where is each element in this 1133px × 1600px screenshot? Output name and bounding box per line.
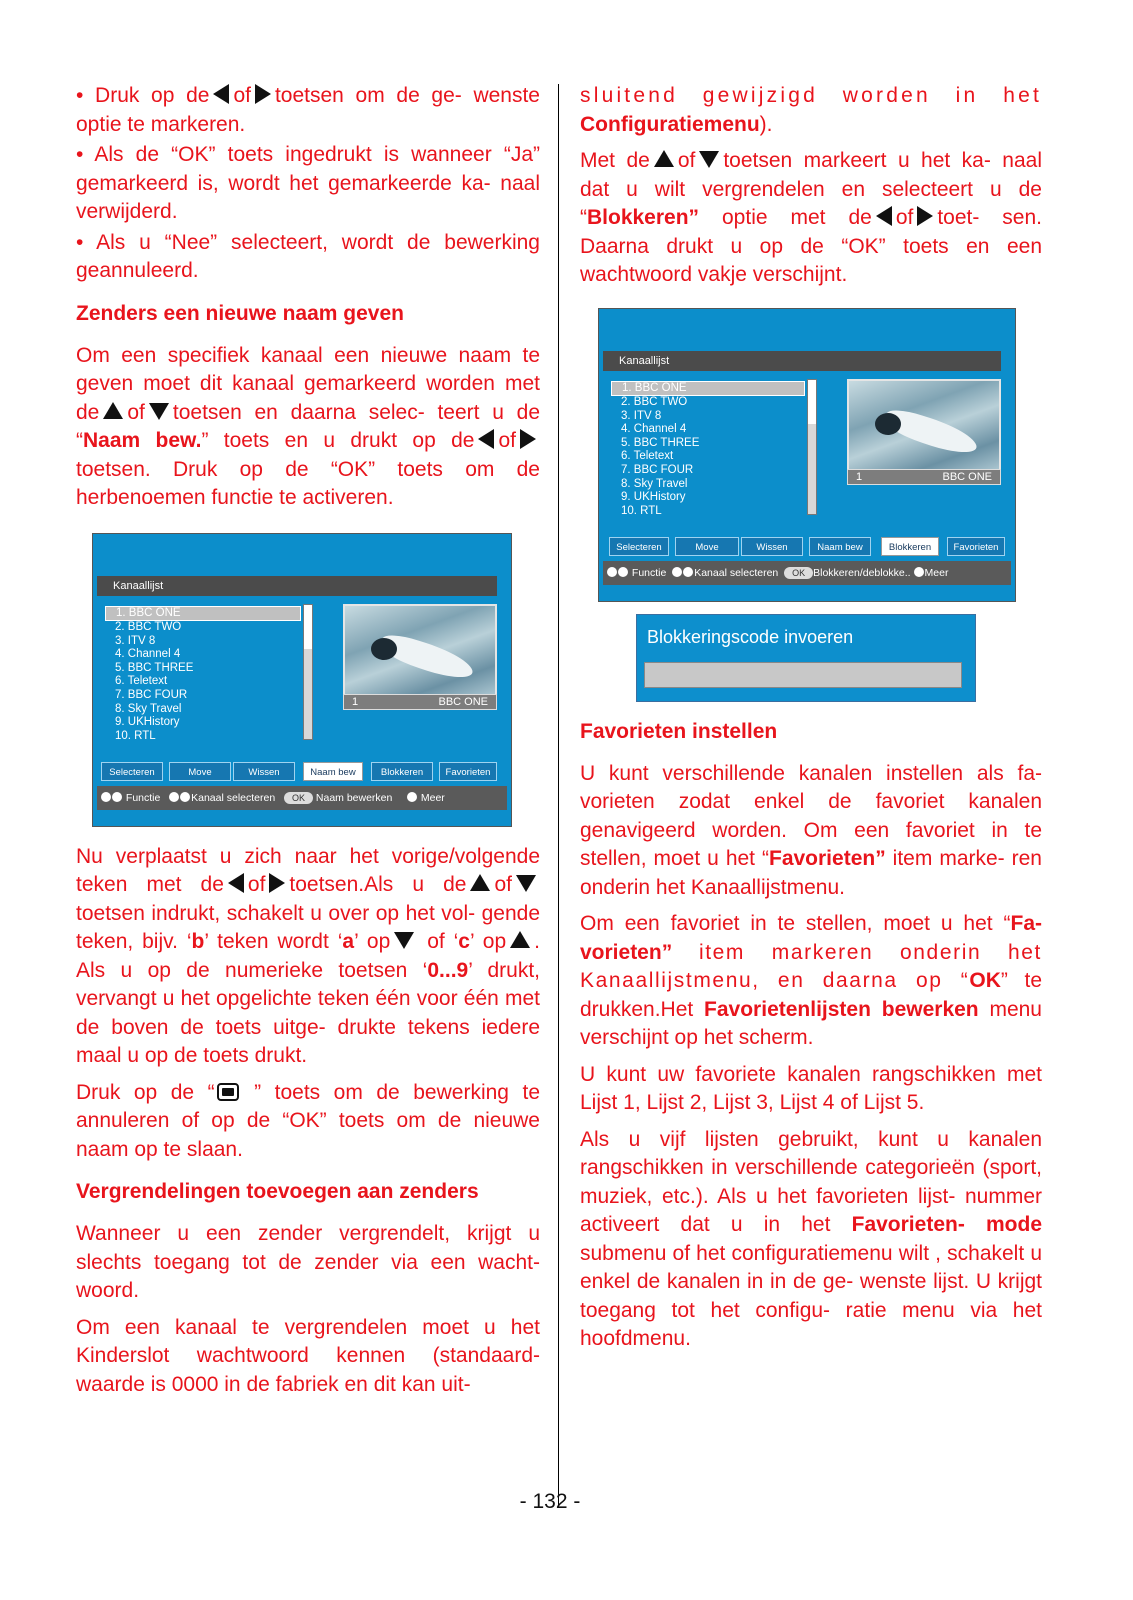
channel-scrollbar[interactable] [303,604,313,740]
right-arrow-icon [255,84,271,104]
down-arrow-icon [699,151,719,168]
channel-item[interactable]: 3. ITV 8 [115,634,156,647]
column-divider [558,84,559,1508]
up-arrow-icon [654,150,674,167]
up-arrow-icon [510,931,530,948]
channel-item[interactable]: 4. Channel 4 [621,423,687,436]
heading-lock: Vergrendelingen toevoegen aan zenders [76,1180,479,1203]
channel-item[interactable]: 4. Channel 4 [115,648,181,661]
channel-item[interactable]: 2. BBC TWO [621,396,688,409]
up-arrow-icon [103,402,123,419]
delete-button[interactable]: Wissen [741,537,803,556]
up-arrow-icon [470,874,490,891]
rename-paragraph: Om een specifiek kanaal een nieuwe naam te geven moet dit kanaal gemarkeerd worden met de of toetsen en daarna selec- teert u de “Naam bew.” toets en u drukt op de oftoetsen. Druk op de “OK” toets om de herbenoemen functie te activeren. [76,343,540,509]
config-paragraph: sluitend gewijzigd worden in het Configuratiemenu). [580,84,1042,136]
right-arrow-icon [917,206,933,226]
channel-item[interactable]: 7. BBC FOUR [115,689,188,702]
channel-item[interactable]: 9. UKHistory [115,716,180,729]
info-icon [407,792,417,802]
left-arrow-icon [876,206,892,226]
favorites-paragraph-1: U kunt verschillende kanalen instellen als fa- vorieten zodat enkel de favoriet kanalen genavigeerd worden. Om een favoriet in te stellen, moet u het “Favorieten” item marke- ren onderin het Kanaallijstmenu. [580,761,1042,899]
left-arrow-icon [213,84,229,104]
lock-code-title: Blokkeringscode invoeren [647,626,854,647]
right-key-icon [112,792,122,802]
down-key-icon [672,567,682,577]
right-key-icon [618,567,628,577]
select-button[interactable]: Selecteren [101,762,163,781]
favorites-button[interactable]: Favorieten [439,762,497,781]
down-arrow-icon [516,875,536,892]
lock-code-dialog [636,614,976,702]
info-icon [914,567,924,577]
lock-select-paragraph: Met de of toetsen markeert u het ka- naal dat u wilt vergrendelen en selecteert u de “Blokkeren” optie met de of toet- sen. Daarna drukt u op de “OK” toets en een wachtwoord vakje verschijnt. [580,149,1042,286]
channel-preview-image [343,604,497,696]
channel-list-title: Kanaallijst [97,576,497,596]
up-key-icon [683,567,693,577]
bullet-1: • Druk op de of toetsen om de ge- wenste optie te markeren. [76,84,540,136]
lock-code-input[interactable] [644,662,962,688]
lock-password-paragraph: Om een kanaal te vergrendelen moet u het Kinderslot wachtwoord kennen (standaard- waarde is 0000 in de fabriek en dit kan uit- [76,1315,540,1396]
left-key-icon [607,567,617,577]
help-bar: Functie Kanaal selecteren OK Naam bewerken Meer [97,786,507,810]
channel-item[interactable]: 10. RTL [115,729,156,742]
delete-button[interactable]: Wissen [233,762,295,781]
bullet-2: • Als de “OK” toets ingedrukt is wanneer “Ja” gemarkeerd is, wordt het gemarkeerde ka- naal verwijderd. [76,143,540,223]
left-arrow-icon [228,873,244,893]
channel-preview-image [847,379,1001,471]
favorites-paragraph-4: Als u vijf lijsten gebruikt, kunt u kanalen rangschikken in verschillende categorieën (sport, muziek, etc.). Als u het favorieten lijst- nummer activeert dat u in het Favorieten- mode submenu of het configuratiemenu wilt , schakelt u enkel de kanalen in in de ge- wenste lijst. U krijgt toegang tot het configu- ratie menu via het hoofdmenu. [580,1127,1042,1350]
channel-item[interactable]: 5. BBC THREE [621,436,700,449]
channel-list-screen-lock [598,308,1016,602]
select-button[interactable]: Selecteren [609,537,669,556]
cursor-paragraph: Nu verplaatst u zich naar het vorige/volgende teken met de of toetsen.Als u de of toetsen indrukt, schakelt u over op het vol- gende teken, bijv. ‘b’ teken wordt ‘a’ op of ‘c’ op . Als u op de numerieke toetsen ‘0...9’ drukt, vervangt u het opgelichte teken één voor één met de boven de toets uitge- drukte tekens iedere maal u op de toets drukt. [76,844,540,1067]
channel-item[interactable]: 8. Sky Travel [621,477,688,490]
lock-button[interactable]: Blokkeren [371,762,433,781]
channel-item[interactable]: 7. BBC FOUR [621,464,694,477]
channel-item[interactable]: 2. BBC TWO [115,621,182,634]
favorites-paragraph-2: Om een favoriet in te stellen, moet u het “Fa- vorieten” item markeren onderin het Kanaallijstmenu, en daarna op “OK” te drukken.Het Favorietenlijsten bewerken menu verschijnt op het scherm. [580,912,1043,1049]
channel-item[interactable]: 10. RTL [621,504,662,517]
bullet-3: • Als u “Nee” selecteert, wordt de bewerking geannuleerd. [76,230,540,282]
heading-rename: Zenders een nieuwe naam geven [76,301,404,325]
preview-channel-label: 1 BBC ONE [847,469,1001,485]
heading-favorites: Favorieten instellen [580,719,778,743]
move-button[interactable]: Move [675,537,739,556]
channel-item[interactable]: 9. UKHistory [621,491,686,504]
rename-button[interactable]: Naam bew [809,537,871,556]
cancel-paragraph: Druk op de “ ” toets om de bewerking te annuleren of op de “OK” toets om de nieuwe naam op te slaan. [76,1080,540,1161]
up-key-icon [180,792,190,802]
channel-item[interactable]: 6. Teletext [115,675,168,688]
channel-item[interactable]: 1. BBC ONE [105,606,301,622]
right-arrow-icon [520,429,536,449]
down-arrow-icon [149,403,169,420]
right-arrow-icon [269,873,285,893]
lock-button[interactable]: Blokkeren [881,537,939,556]
channel-item[interactable]: 1. BBC ONE [611,381,805,397]
channel-item[interactable]: 6. Teletext [621,450,674,463]
left-key-icon [101,792,111,802]
left-arrow-icon [478,429,494,449]
favorites-button[interactable]: Favorieten [947,537,1005,556]
tv-key-icon [217,1083,239,1101]
channel-list-screen-rename [92,533,512,827]
channel-item[interactable]: 3. ITV 8 [621,409,662,422]
channel-list-title: Kanaallijst [603,351,1001,371]
move-button[interactable]: Move [169,762,231,781]
preview-channel-label: 1 BBC ONE [343,694,497,710]
lock-intro-paragraph: Wanneer u een zender vergrendelt, krijgt u slechts toegang tot de zender via een wacht- woord. [76,1222,540,1302]
help-bar: Functie Kanaal selecteren OK Blokkeren/deblokke.. Meer [603,561,1011,585]
rename-button[interactable]: Naam bew [303,762,363,781]
channel-item[interactable]: 5. BBC THREE [115,661,194,674]
ok-key-icon: OK [784,567,813,579]
right-column [580,82,1042,1362]
down-arrow-icon [394,932,414,949]
page-number: - 132 - [519,1490,581,1513]
favorites-paragraph-3: U kunt uw favoriete kanalen rangschikken met Lijst 1, Lijst 2, Lijst 3, Lijst 4 of Lijst 5. [580,1062,1042,1114]
left-column [76,82,540,1407]
channel-scrollbar[interactable] [807,379,817,515]
ok-key-icon: OK [284,792,313,804]
channel-item[interactable]: 8. Sky Travel [115,702,182,715]
channel-list [105,606,301,744]
channel-list [611,381,805,519]
down-key-icon [169,792,179,802]
